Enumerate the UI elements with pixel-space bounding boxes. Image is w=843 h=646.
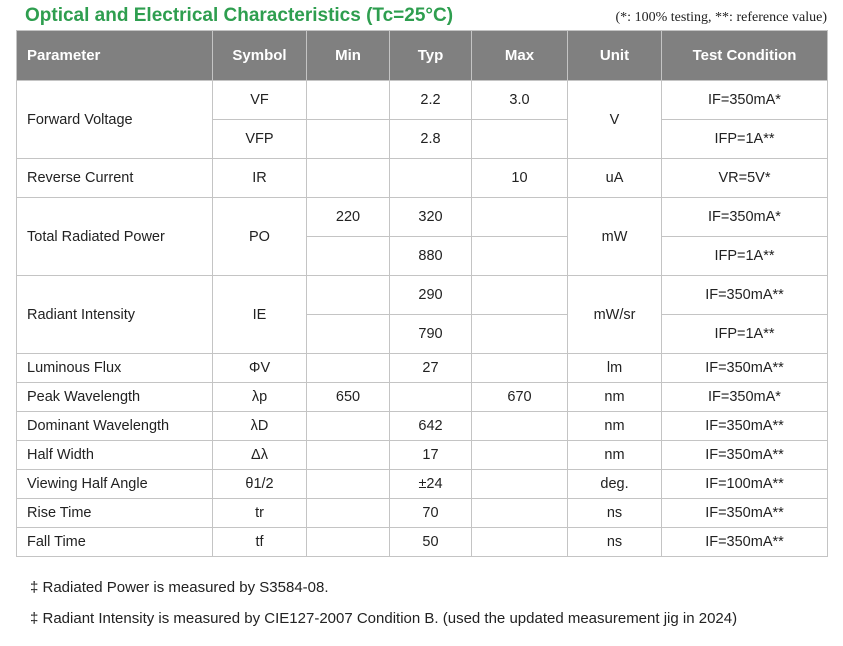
condition-cell: VR=5V* <box>662 159 828 198</box>
table-row <box>17 383 828 412</box>
max-cell <box>472 120 568 159</box>
min-cell <box>307 499 390 528</box>
testing-note: (*: 100% testing, **: reference value) <box>615 10 827 25</box>
condition-cell: IF=350mA** <box>662 528 828 557</box>
condition-cell: IF=100mA** <box>662 470 828 499</box>
min-cell: 220 <box>307 198 390 237</box>
header-symbol: Symbol <box>213 31 307 81</box>
max-cell: 3.0 <box>472 81 568 120</box>
symbol-cell: VF <box>213 81 307 120</box>
header-min: Min <box>307 31 390 81</box>
table-row <box>17 499 828 528</box>
max-cell <box>472 354 568 383</box>
typ-cell: 27 <box>390 354 472 383</box>
table-row <box>17 441 828 470</box>
max-cell <box>472 412 568 441</box>
condition-cell: IF=350mA* <box>662 198 828 237</box>
min-cell <box>307 412 390 441</box>
condition-cell: IF=350mA** <box>662 499 828 528</box>
typ-cell <box>390 383 472 412</box>
unit-cell: ns <box>568 499 662 528</box>
table-row <box>17 276 828 315</box>
table-row <box>17 470 828 499</box>
max-cell <box>472 528 568 557</box>
unit-cell: nm <box>568 383 662 412</box>
condition-cell: IF=350mA** <box>662 441 828 470</box>
typ-cell: 2.2 <box>390 81 472 120</box>
typ-cell: 50 <box>390 528 472 557</box>
min-cell <box>307 120 390 159</box>
max-cell <box>472 470 568 499</box>
param-cell: Forward Voltage <box>17 81 213 159</box>
header-unit: Unit <box>568 31 662 81</box>
param-cell: Peak Wavelength <box>17 383 213 412</box>
param-cell: Luminous Flux <box>17 354 213 383</box>
symbol-cell: Δλ <box>213 441 307 470</box>
min-cell <box>307 81 390 120</box>
param-cell: Dominant Wavelength <box>17 412 213 441</box>
symbol-cell: λp <box>213 383 307 412</box>
min-cell <box>307 159 390 198</box>
header-test-condition: Test Condition <box>662 31 828 81</box>
typ-cell: 642 <box>390 412 472 441</box>
symbol-cell: θ1/2 <box>213 470 307 499</box>
min-cell <box>307 528 390 557</box>
symbol-cell: IR <box>213 159 307 198</box>
min-cell <box>307 441 390 470</box>
symbol-cell: λD <box>213 412 307 441</box>
header-typ: Typ <box>390 31 472 81</box>
min-cell <box>307 354 390 383</box>
min-cell <box>307 470 390 499</box>
unit-cell: lm <box>568 354 662 383</box>
header-parameter: Parameter <box>17 31 213 81</box>
unit-cell: mW/sr <box>568 276 662 354</box>
max-cell <box>472 315 568 354</box>
min-cell <box>307 276 390 315</box>
symbol-cell: PO <box>213 198 307 276</box>
table-row <box>17 159 828 198</box>
table-row <box>17 81 828 120</box>
condition-cell: IFP=1A** <box>662 237 828 276</box>
param-cell: Reverse Current <box>17 159 213 198</box>
unit-cell: uA <box>568 159 662 198</box>
page-title: Optical and Electrical Characteristics (Tc=25°C) <box>25 5 454 26</box>
table-header-row <box>17 31 828 81</box>
param-cell: Viewing Half Angle <box>17 470 213 499</box>
symbol-cell: IE <box>213 276 307 354</box>
min-cell: 650 <box>307 383 390 412</box>
max-cell <box>472 276 568 315</box>
max-cell <box>472 237 568 276</box>
min-cell <box>307 237 390 276</box>
max-cell <box>472 499 568 528</box>
param-cell: Half Width <box>17 441 213 470</box>
table-row <box>17 198 828 237</box>
condition-cell: IF=350mA** <box>662 412 828 441</box>
condition-cell: IF=350mA* <box>662 383 828 412</box>
param-cell: Total Radiated Power <box>17 198 213 276</box>
max-cell: 10 <box>472 159 568 198</box>
min-cell <box>307 315 390 354</box>
max-cell <box>472 441 568 470</box>
typ-cell: 880 <box>390 237 472 276</box>
condition-cell: IF=350mA** <box>662 354 828 383</box>
symbol-cell: tr <box>213 499 307 528</box>
unit-cell: nm <box>568 412 662 441</box>
param-cell: Fall Time <box>17 528 213 557</box>
param-cell: Rise Time <box>17 499 213 528</box>
characteristics-table <box>16 30 828 557</box>
condition-cell: IF=350mA* <box>662 81 828 120</box>
typ-cell: 17 <box>390 441 472 470</box>
max-cell <box>472 198 568 237</box>
typ-cell: 790 <box>390 315 472 354</box>
table-row <box>17 528 828 557</box>
unit-cell: ns <box>568 528 662 557</box>
condition-cell: IF=350mA** <box>662 276 828 315</box>
param-cell: Radiant Intensity <box>17 276 213 354</box>
unit-cell: V <box>568 81 662 159</box>
max-cell: 670 <box>472 383 568 412</box>
header-max: Max <box>472 31 568 81</box>
symbol-cell: VFP <box>213 120 307 159</box>
typ-cell: ±24 <box>390 470 472 499</box>
symbol-cell: tf <box>213 528 307 557</box>
unit-cell: nm <box>568 441 662 470</box>
typ-cell: 290 <box>390 276 472 315</box>
footnote-radiated-power: ‡ Radiated Power is measured by S3584-08. <box>30 579 329 596</box>
unit-cell: mW <box>568 198 662 276</box>
unit-cell: deg. <box>568 470 662 499</box>
typ-cell <box>390 159 472 198</box>
condition-cell: IFP=1A** <box>662 120 828 159</box>
table-row <box>17 354 828 383</box>
typ-cell: 320 <box>390 198 472 237</box>
typ-cell: 70 <box>390 499 472 528</box>
footnote-radiant-intensity: ‡ Radiant Intensity is measured by CIE127-2007 Condition B. (used the updated measurement jig in 2024) <box>30 610 738 627</box>
condition-cell: IFP=1A** <box>662 315 828 354</box>
table-row <box>17 412 828 441</box>
symbol-cell: ΦV <box>213 354 307 383</box>
typ-cell: 2.8 <box>390 120 472 159</box>
